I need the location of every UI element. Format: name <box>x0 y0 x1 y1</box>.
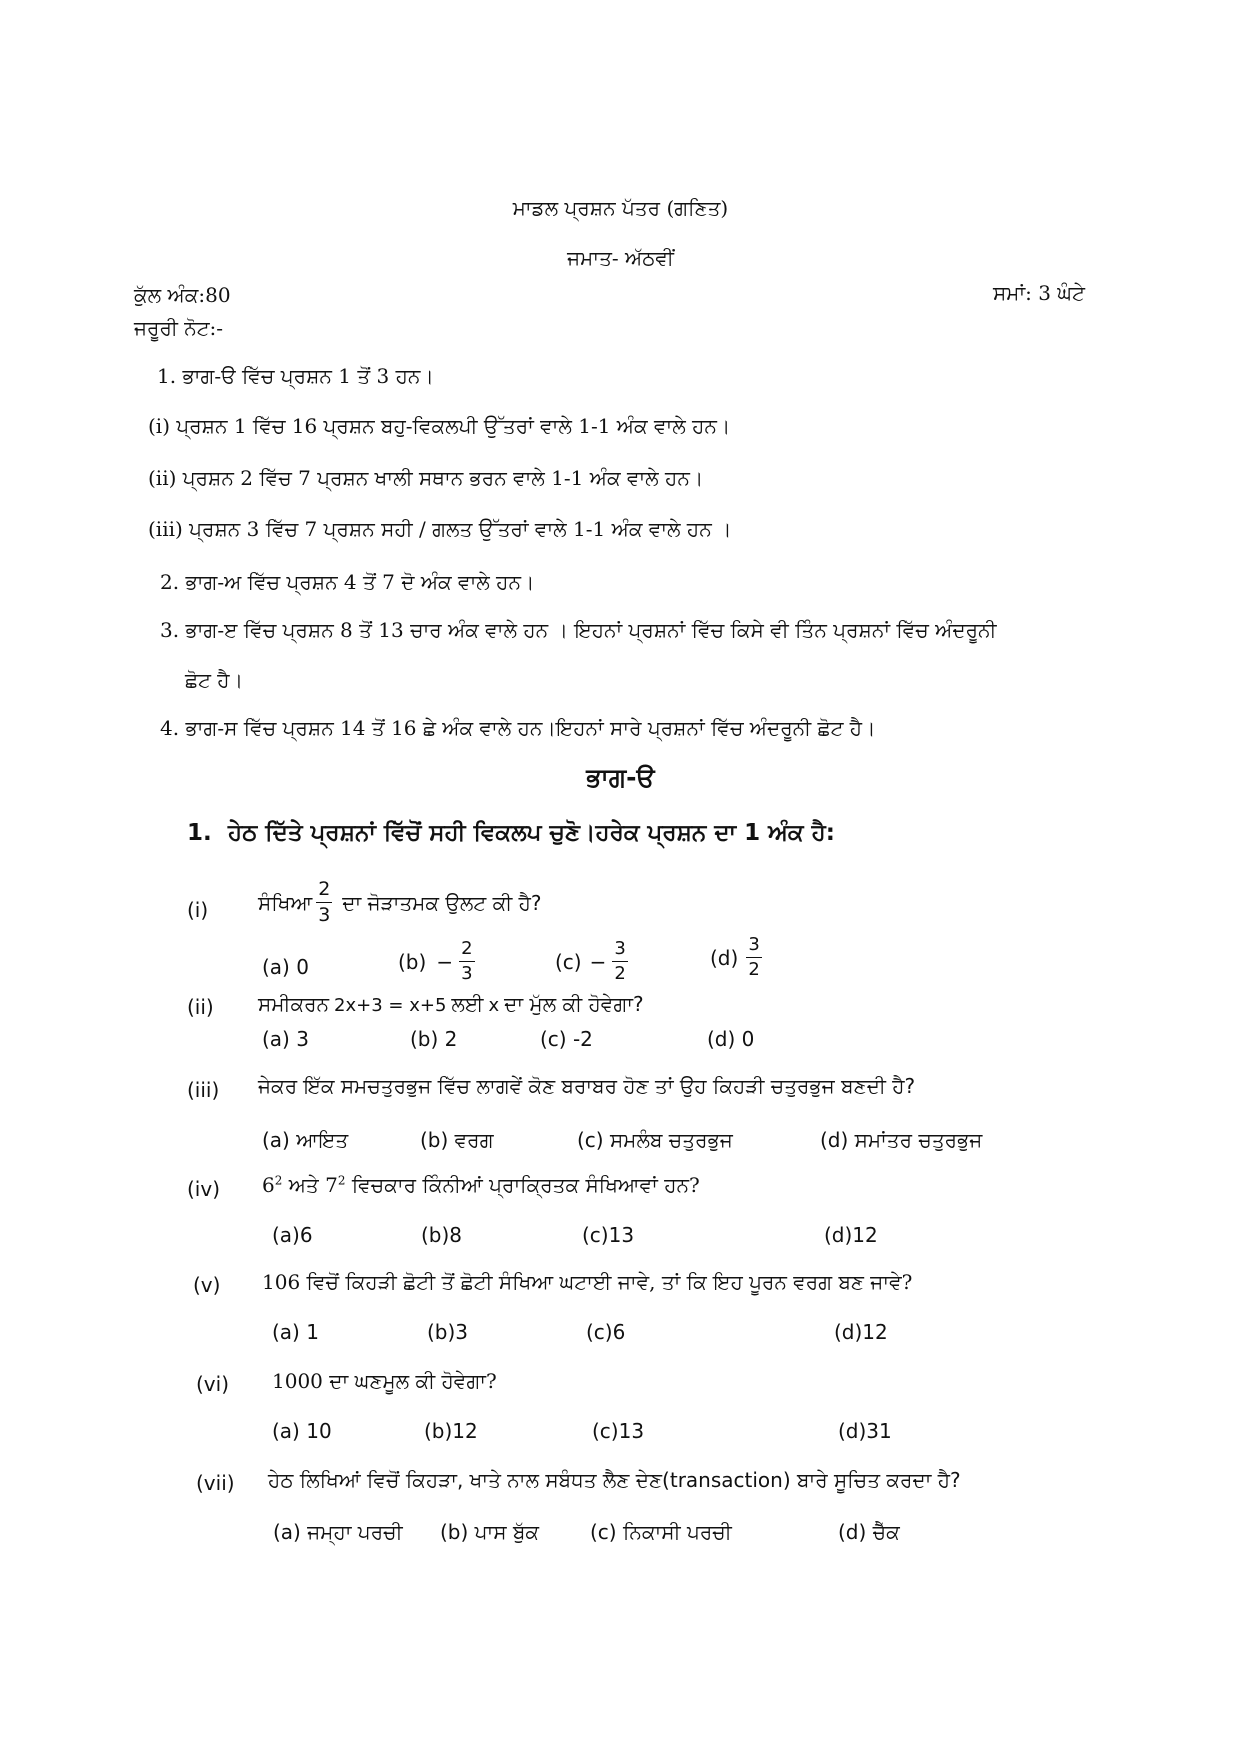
q-i-option-d-den: 2 <box>748 959 760 980</box>
q-vi-option-a: (a) 10 <box>272 1419 332 1443</box>
total-marks: ਕੁੱਲ ਅੰਕ:80 <box>134 283 231 307</box>
q-vii-text: ਹੇਠ ਲਿਖਿਆਂ ਵਿਚੋਂ ਕਿਹੜਾ, ਖਾਤੇ ਨਾਲ ਸਬੰਧਤ ਲੈਣ ਦੇਣ(transaction) ਬਾਰੇ ਸੂਚਿਤ ਕਰਦਾ ਹੈ? <box>268 1468 961 1492</box>
note-1-iii: (iii) ਪ੍ਰਸ਼ਨ 3 ਵਿੱਚ 7 ਪ੍ਰਸ਼ਨ ਸਹੀ / ਗਲਤ ਉੱਤਰਾਂ ਵਾਲੇ 1-1 ਅੰਕ ਵਾਲੇ ਹਨ । <box>148 517 732 541</box>
q-i-frac-num: 2 <box>316 880 332 903</box>
q-i-option-d-label: (d) <box>710 945 739 970</box>
note-2: 2. ਭਾਗ-ਅ ਵਿੱਚ ਪ੍ਰਸ਼ਨ 4 ਤੋਂ 7 ਦੋ ਅੰਕ ਵਾਲੇ ਹਨ। <box>160 570 535 594</box>
q-i-option-b <box>398 940 479 983</box>
q-iv-text <box>262 1173 700 1197</box>
q-ii-text-a: ਸਮੀਕਰਨ <box>258 992 330 1016</box>
q-vii-option-b: (b) ਪਾਸ ਬੁੱਕ <box>440 1520 540 1544</box>
q-ii-text <box>258 992 644 1017</box>
q-iv-base2: 7 <box>325 1173 338 1197</box>
q-iv-mid: ਅਤੇ <box>282 1173 326 1197</box>
q-i-option-c-num: 3 <box>612 940 627 962</box>
q-i-option-c-den: 2 <box>614 963 626 984</box>
note-1-i: (i) ਪ੍ਰਸ਼ਨ 1 ਵਿੱਚ 16 ਪ੍ਰਸ਼ਨ ਬਹੁ-ਵਿਕਲਪੀ ਉੱਤਰਾਂ ਵਾਲੇ 1-1 ਅੰਕ ਵਾਲੇ ਹਨ। <box>148 414 731 438</box>
q-i-pre: ਸੰਖਿਆ <box>258 890 313 915</box>
q-ii-number: (ii) <box>187 995 214 1019</box>
q-i-option-b-num: 2 <box>459 940 474 962</box>
q-i-option-d-fraction <box>746 936 761 979</box>
q-vi-option-c: (c)13 <box>592 1419 645 1443</box>
q-i-option-c <box>555 940 632 983</box>
q-iv-option-c: (c)13 <box>582 1223 635 1247</box>
q-iv-number: (iv) <box>187 1177 220 1201</box>
q1-number: 1. <box>187 820 212 846</box>
q-i-option-b-fraction <box>459 940 474 983</box>
q-iii-option-c: (c) ਸਮਲੰਬ ਚਤੁਰਭੁਜ <box>577 1128 733 1152</box>
q-i-frac-den: 3 <box>318 904 331 926</box>
q-i-fraction <box>316 880 332 925</box>
note-3-line1: 3. ਭਾਗ-ੲ ਵਿੱਚ ਪ੍ਰਸ਼ਨ 8 ਤੋਂ 13 ਚਾਰ ਅੰਕ ਵਾਲੇ ਹਨ । ਇਹਨਾਂ ਪ੍ਰਸ਼ਨਾਂ ਵਿੱਚ ਕਿਸੇ ਵੀ ਤਿੰਨ ਪ੍ਰਸ਼ਨਾਂ ਵਿੱਚ ਅੰਦਰੂਨੀ <box>160 618 997 642</box>
q-iii-text: ਜੇਕਰ ਇੱਕ ਸਮਚਤੁਰਭੁਜ ਵਿੱਚ ਲਾਗਵੇਂ ਕੋਣ ਬਰਾਬਰ ਹੋਣ ਤਾਂ ਉਹ ਕਿਹੜੀ ਚਤੁਰਭੁਜ ਬਣਦੀ ਹੈ? <box>258 1074 916 1098</box>
q-vii-option-c: (c) ਨਿਕਾਸੀ ਪਰਚੀ <box>590 1520 732 1544</box>
q-v-option-c: (c)6 <box>586 1320 626 1344</box>
q-iii-number: (iii) <box>187 1078 220 1102</box>
q-ii-option-c: (c) -2 <box>540 1027 593 1051</box>
q-vi-option-b: (b)12 <box>424 1419 478 1443</box>
q-iii-option-d: (d) ਸਮਾਂਤਰ ਚਤੁਰਭੁਜ <box>820 1128 983 1152</box>
q-i-number: (i) <box>187 898 209 922</box>
q-v-option-d: (d)12 <box>834 1320 888 1344</box>
q-i-text <box>258 880 541 925</box>
q-vii-option-a: (a) ਜਮ੍ਹਾ ਪਰਚੀ <box>273 1520 403 1544</box>
q-vii-number: (vii) <box>196 1471 235 1495</box>
q-iv-option-b: (b)8 <box>421 1223 463 1247</box>
q-iv-option-d: (d)12 <box>824 1223 878 1247</box>
q-i-option-d-num: 3 <box>746 936 761 958</box>
q-iv-rest: ਵਿਚਕਾਰ ਕਿੰਨੀਆਂ ਪ੍ਰਾਕ੍ਰਿਤਕ ਸੰਖਿਆਵਾਂ ਹਨ? <box>345 1173 700 1197</box>
time-allowed: ਸਮਾਂ: 3 ਘੰਟੇ <box>992 281 1085 305</box>
q-iv-exp2: 2 <box>337 1173 346 1188</box>
q-ii-option-a: (a) 3 <box>262 1027 309 1051</box>
q-vi-option-d: (d)31 <box>838 1419 892 1443</box>
q-i-option-a: (a) 0 <box>262 955 309 979</box>
q-i-option-b-sign: − <box>436 949 454 974</box>
note-1-ii: (ii) ਪ੍ਰਸ਼ਨ 2 ਵਿੱਚ 7 ਪ੍ਰਸ਼ਨ ਖਾਲੀ ਸਥਾਨ ਭਰਨ ਵਾਲੇ 1-1 ਅੰਕ ਵਾਲੇ ਹਨ। <box>148 466 704 490</box>
q-ii-option-b: (b) 2 <box>410 1027 458 1051</box>
q-i-option-d <box>710 936 766 979</box>
q-iii-option-a: (a) ਆਇਤ <box>262 1128 349 1152</box>
note-1: 1. ਭਾਗ-ੳ ਵਿੱਚ ਪ੍ਰਸ਼ਨ 1 ਤੋਂ 3 ਹਨ। <box>157 364 434 388</box>
paper-title: ਮਾਡਲ ਪ੍ਰਸ਼ਨ ਪੱਤਰ (ਗਣਿਤ) <box>512 196 729 220</box>
q-i-option-b-den: 3 <box>461 963 473 984</box>
q-ii-option-d: (d) 0 <box>707 1027 755 1051</box>
q-vi-number: (vi) <box>196 1372 229 1396</box>
q-iv-exp1: 2 <box>274 1173 283 1188</box>
note-label: ਜਰੂਰੀ ਨੋਟ:- <box>134 316 224 340</box>
section-heading: ਭਾਗ-ੳ <box>586 763 655 792</box>
q-ii-text-c: ਦਾ ਮੁੱਲ ਕੀ ਹੋਵੇਗਾ? <box>504 992 644 1016</box>
note-3-line2: ਛੋਟ ਹੈ। <box>185 668 244 692</box>
q-iii-option-b: (b) ਵਰਗ <box>420 1128 494 1152</box>
q-vi-text: 1000 ਦਾ ਘਣਮੂਲ ਕੀ ਹੋਵੇਗਾ? <box>272 1369 497 1393</box>
q-vii-option-d: (d) ਚੈੱਕ <box>838 1520 900 1544</box>
q-i-option-c-label: (c) <box>555 949 582 974</box>
q-ii-text-b: ਲਈ <box>451 992 484 1016</box>
class-label: ਜਮਾਤ- ਅੱਠਵੀਂ <box>567 246 674 270</box>
q-i-option-c-fraction <box>612 940 627 983</box>
q-iv-base1: 6 <box>262 1173 275 1197</box>
q-ii-var: x <box>488 995 500 1016</box>
q-ii-equation: 2x+3 = x+5 <box>334 995 447 1016</box>
q-v-number: (v) <box>193 1273 221 1297</box>
q-v-option-a: (a) 1 <box>272 1320 319 1344</box>
q-i-option-c-sign: − <box>589 949 607 974</box>
q-v-option-b: (b)3 <box>427 1320 469 1344</box>
q1-instruction: ਹੇਠ ਦਿੱਤੇ ਪ੍ਰਸ਼ਨਾਂ ਵਿੱਚੋਂ ਸਹੀ ਵਿਕਲਪ ਚੁਣੋ।ਹਰੇਕ ਪ੍ਰਸ਼ਨ ਦਾ 1 ਅੰਕ ਹੈ: <box>228 820 835 846</box>
note-4: 4. ਭਾਗ-ਸ ਵਿੱਚ ਪ੍ਰਸ਼ਨ 14 ਤੋਂ 16 ਛੇ ਅੰਕ ਵਾਲੇ ਹਨ।ਇਹਨਾਂ ਸਾਰੇ ਪ੍ਰਸ਼ਨਾਂ ਵਿੱਚ ਅੰਦਰੂਨੀ ਛੋਟ ਹੈ। <box>160 716 876 740</box>
q-v-text: 106 ਵਿਚੋਂ ਕਿਹੜੀ ਛੋਟੀ ਤੋਂ ਛੋਟੀ ਸੰਖਿਆ ਘਟਾਈ ਜਾਵੇ, ਤਾਂ ਕਿ ਇਹ ਪੂਰਨ ਵਰਗ ਬਣ ਜਾਵੇ? <box>262 1270 913 1294</box>
q-i-option-b-label: (b) <box>398 949 427 974</box>
q-i-post: ਦਾ ਜੋੜਾਤਮਕ ਉਲਟ ਕੀ ਹੈ? <box>342 890 542 915</box>
q-iv-option-a: (a)6 <box>272 1223 313 1247</box>
